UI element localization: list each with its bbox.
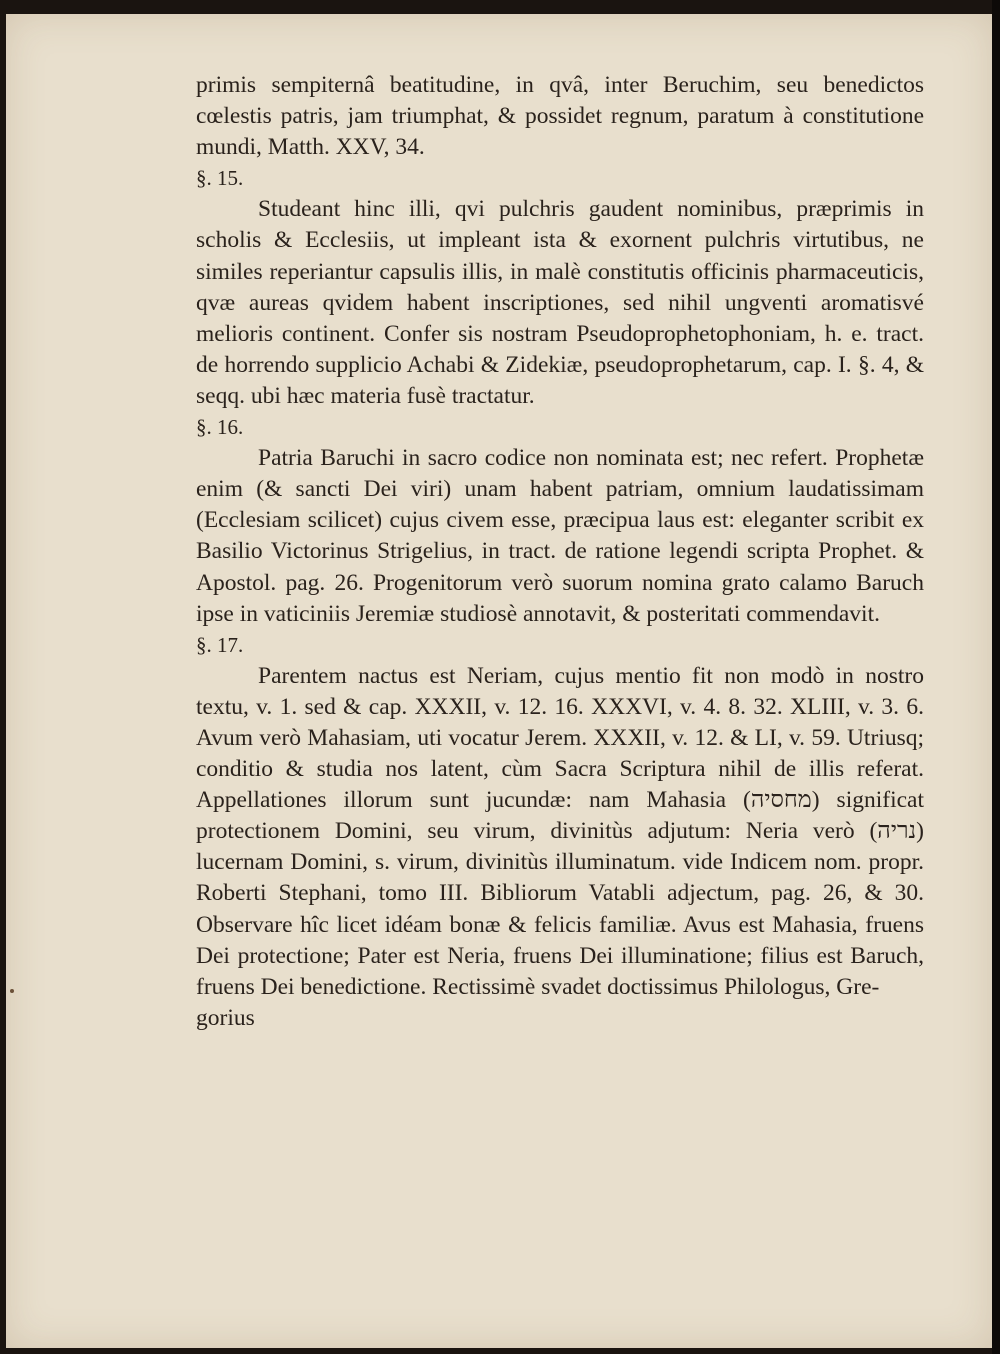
- section-heading-16: §. 16.: [196, 415, 244, 440]
- paragraph-16: Patria Baruchi in sacro codice non nominata est; nec refert. Prophetæ enim (& sancti Dei viri) unam habent patriam, omnium laudatissimam (Ecclesiam scilicet) cujus civem esse, præcipua laus est: eleganter scribit ex Basilio Victorinus Strigelius, in tract. de ratione legendi scripta Prophet. & Apostol. pag. 26. Progenitorum verò suorum nomina grato calamo Baruch ipse in vaticiniis Jeremiæ studiosè annotavit, & posteritati commendavit.: [196, 445, 924, 627]
- section-heading-15: §. 15.: [196, 166, 244, 191]
- ink-speck: [10, 989, 14, 993]
- scan-dark-edge: [992, 0, 1000, 1354]
- text-block: [196, 70, 924, 1034]
- paragraph-17: Parentem nactus est Neriam, cujus mentio fit non modò in nostro textu, v. 1. sed & cap. XXXII, v. 12. 16. XXXVI, v. 4. 8. 32. XLIII, v. 3. 6. Avum verò Mahasiam, uti vocatur Jerem. XXXII, v. 12. & LI, v. 59. Utriusq; conditio & studia nos latent, cùm Sacra Scriptura nihil de illis referat. Appellationes illorum sunt jucundæ: nam Mahasia (מחסיה) significat protectionem Domini, seu virum, divinitùs adjutum: Neria verò (נריה) lucernam Domini, s. virum, divinitùs illuminatum. vide Indicem nom. propr. Roberti Stephani, tomo III. Bibliorum Vatabli adjectum, pag. 26, & 30. Observare hîc licet idéam bonæ & felicis familiæ. Avus est Mahasia, fruens Dei protectione; Pater est Neria, fruens Dei illuminatione; filius est Baruch, fruens Dei benedictione. Rectissimè svadet doctissimus Philologus, Gre-: [196, 662, 924, 1000]
- catchword: gorius: [196, 1004, 255, 1031]
- paragraph-intro: primis sempiternâ beatitudine, in qvâ, inter Beruchim, seu benedictos cœlestis patris, jam triumphat, & possidet regnum, paratum à constitutione mundi, Matth. XXV, 34.: [196, 72, 924, 161]
- section-heading-17: §. 17.: [196, 632, 244, 657]
- paragraph-15: Studeant hinc illi, qvi pulchris gaudent nominibus, præprimis in scholis & Ecclesiis, ut impleant ista & exornent pulchris virtutibus, ne similes reperiantur capsulis illis, in malè constitutis officinis pharmaceuticis, qvæ aureas qvidem habent inscriptiones, sed nihil ungventi aromatisvé melioris continent. Confer sis nostram Pseudoprophetophoniam, h. e. tract. de horrendo supplicio Achabi & Zidekiæ, pseudoprophetarum, cap. I. §. 4, & seqq. ubi hæc materia fusè tractatur.: [196, 196, 924, 409]
